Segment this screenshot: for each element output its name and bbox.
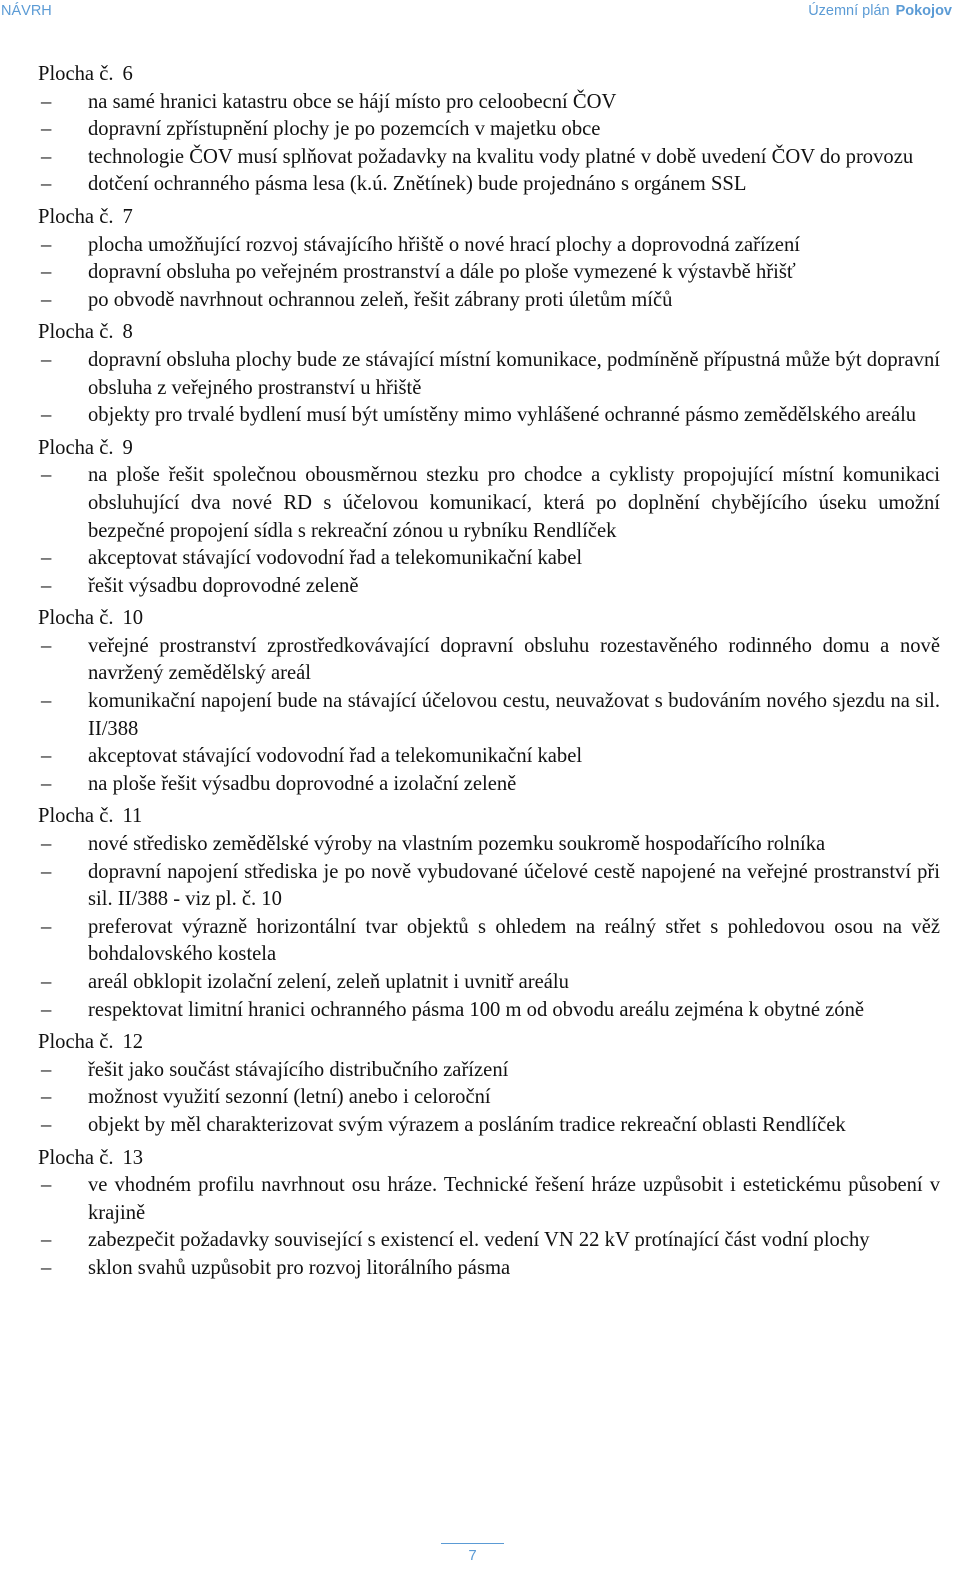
header-municipality: Pokojov [895, 3, 952, 19]
list-item-text: respektovat limitní hranici ochranného pásma 100 m od obvodu areálu zejména k obytné zóně [88, 998, 865, 1021]
plocha-heading [38, 61, 940, 89]
list-item-text: na ploše řešit společnou obousměrnou stezku pro chodce a cyklisty propojující místní komunikaci obsluhující dva nové RD s účelovou komunikací, která po doplnění chybějícího úseku umožní bezpečné propojení sídla s rekreační zónou u rybníku Rendlíček [88, 464, 940, 542]
list-item [38, 1084, 940, 1112]
dash-bullet: – [41, 772, 52, 795]
list-item-text: dopravní napojení střediska je po nově vybudované účelové cestě napojené na veřejné prostranství při sil. II/388 - viz pl. č. 10 [88, 860, 940, 911]
list-item [38, 1227, 940, 1255]
list-item [38, 287, 940, 315]
dash-bullet: – [41, 1058, 52, 1081]
list-item [38, 1255, 940, 1283]
list-item [38, 232, 940, 260]
list-item [38, 859, 940, 914]
plocha-heading [38, 803, 940, 831]
list-item-text: preferovat výrazně horizontální tvar objektů s ohledem na reálný střet s pohledovou osou na věž bohdalovského kostela [88, 915, 940, 966]
dash-bullet: – [41, 574, 52, 597]
dash-bullet: – [41, 145, 52, 168]
plocha-heading [38, 435, 940, 463]
dash-bullet: – [41, 404, 52, 427]
list-item-text: dopravní obsluha plochy bude ze stávající místní komunikace, podmíněně přípustná může být dopravní obsluha z veřejného prostranství u hřiště [88, 348, 940, 399]
requirement-list [38, 633, 940, 799]
list-item [38, 969, 940, 997]
dash-bullet: – [41, 915, 52, 938]
plocha-label: Plocha č. [38, 1146, 114, 1169]
header-doc-type: Územní plán [808, 3, 890, 19]
list-item [38, 545, 940, 573]
list-item-text: po obvodě navrhnout ochrannou zeleň, řešit zábrany proti úletům míčů [88, 288, 673, 311]
dash-bullet: – [41, 547, 52, 570]
plocha-heading [38, 1029, 940, 1057]
list-item [38, 402, 940, 430]
header-status: NÁVRH [1, 3, 52, 19]
requirement-list [38, 462, 940, 600]
list-item-text: řešit výsadbu doprovodné zeleně [88, 574, 359, 597]
dash-bullet: – [41, 998, 52, 1021]
plocha-number: 13 [122, 1146, 144, 1169]
list-item [38, 1057, 940, 1085]
list-item-text: nové středisko zemědělské výroby na vlastním pozemku soukromě hospodařícího rolníka [88, 833, 826, 856]
dash-bullet: – [41, 233, 52, 256]
list-item-text: objekty pro trvalé bydlení musí být umístěny mimo vyhlášené ochranné pásmo zemědělského areálu [88, 404, 917, 427]
list-item-text: sklon svahů uzpůsobit pro rozvoj litorálního pásma [88, 1256, 511, 1279]
plocha-number: 12 [122, 1031, 144, 1054]
plocha-section [38, 61, 940, 199]
list-item [38, 573, 940, 601]
dash-bullet: – [41, 348, 52, 371]
dash-bullet: – [41, 1256, 52, 1279]
plocha-number: 7 [122, 205, 133, 228]
requirement-list [38, 1172, 940, 1282]
list-item [38, 997, 940, 1025]
list-item [38, 1112, 940, 1140]
list-item-text: dopravní obsluha po veřejném prostranství a dále po ploše vymezené k výstavbě hřišť [88, 261, 796, 284]
requirement-list [38, 89, 940, 199]
plocha-label: Plocha č. [38, 436, 114, 459]
plocha-heading [38, 204, 940, 232]
requirement-list [38, 1057, 940, 1140]
plocha-number: 10 [122, 607, 144, 630]
requirement-list [38, 347, 940, 430]
plocha-heading [38, 605, 940, 633]
plocha-label: Plocha č. [38, 205, 114, 228]
plocha-label: Plocha č. [38, 607, 114, 630]
plocha-label: Plocha č. [38, 1031, 114, 1054]
dash-bullet: – [41, 464, 52, 487]
list-item [38, 116, 940, 144]
dash-bullet: – [41, 1086, 52, 1109]
requirement-list [38, 232, 940, 315]
list-item-text: areál obklopit izolační zelení, zeleň uplatnit i uvnitř areálu [88, 971, 569, 993]
page-header [0, 3, 960, 23]
plocha-label: Plocha č. [38, 321, 114, 344]
dash-bullet: – [41, 1229, 52, 1252]
plocha-heading [38, 1145, 940, 1173]
list-item [38, 171, 940, 199]
list-item-text: komunikační napojení bude na stávající účelovou cestu, neuvažovat s budováním nového sjezdu na sil. II/388 [88, 690, 940, 740]
dash-bullet: – [41, 690, 52, 713]
plocha-number: 8 [122, 321, 133, 344]
requirement-list [38, 831, 940, 1024]
list-item-text: objekt by měl charakterizovat svým výrazem a posláním tradice rekreační oblasti Rendlíček [88, 1113, 846, 1136]
document-body [38, 61, 940, 1283]
list-item-text: plocha umožňující rozvoj stávajícího hřiště o nové hrací plochy a doprovodná zařízení [88, 233, 800, 256]
plocha-section [38, 605, 940, 798]
dash-bullet: – [41, 261, 52, 284]
plocha-label: Plocha č. [38, 805, 114, 828]
page-number: 7 [441, 1543, 504, 1564]
plocha-number: 6 [122, 63, 133, 85]
list-item-text: možnost využití sezonní (letní) anebo i celoroční [88, 1086, 491, 1109]
list-item [38, 633, 940, 688]
list-item-text: technologie ČOV musí splňovat požadavky na kvalitu vody platné v době uvedení ČOV do provozu [88, 145, 914, 168]
list-item-text: dopravní zpřístupnění plochy je po pozemcích v majetku obce [88, 118, 601, 141]
plocha-section [38, 803, 940, 1024]
list-item-text: zabezpečit požadavky související s existencí el. vedení VN 22 kV protínající část vodní plochy [88, 1229, 870, 1252]
list-item [38, 771, 940, 799]
dash-bullet: – [41, 860, 52, 883]
dash-bullet: – [41, 288, 52, 311]
list-item-text: ve vhodném profilu navrhnout osu hráze. Technické řešení hráze uzpůsobit i estetickému působení v krajině [88, 1174, 940, 1224]
plocha-section [38, 204, 940, 314]
list-item [38, 259, 940, 287]
list-item-text: na ploše řešit výsadbu doprovodné a izolační zeleně [88, 772, 517, 795]
list-item [38, 688, 940, 743]
plocha-heading [38, 319, 940, 347]
list-item [38, 743, 940, 771]
plocha-section [38, 1145, 940, 1283]
dash-bullet: – [41, 833, 52, 856]
list-item [38, 144, 940, 172]
list-item [38, 914, 940, 969]
list-item-text: veřejné prostranství zprostředkovávající dopravní obsluhu rozestavěného rodinného domu a nově navržený zemědělský areál [88, 634, 940, 685]
dash-bullet: – [41, 118, 52, 141]
list-item [38, 1172, 940, 1227]
dash-bullet: – [41, 1174, 52, 1197]
list-item [38, 831, 940, 859]
list-item-text: řešit jako součást stávajícího distribučního zařízení [88, 1058, 509, 1081]
dash-bullet: – [41, 634, 52, 657]
dash-bullet: – [41, 90, 52, 113]
plocha-section [38, 319, 940, 429]
list-item [38, 347, 940, 402]
header-title [808, 3, 952, 19]
list-item-text: na samé hranici katastru obce se hájí místo pro celoobecní ČOV [88, 90, 617, 113]
list-item-text: akceptovat stávající vodovodní řad a telekomunikační kabel [88, 547, 583, 570]
plocha-number: 11 [122, 805, 143, 828]
dash-bullet: – [41, 971, 52, 993]
dash-bullet: – [41, 173, 52, 196]
list-item [38, 462, 940, 545]
list-item-text: dotčení ochranného pásma lesa (k.ú. Znětínek) bude projednáno s orgánem SSL [88, 173, 747, 196]
plocha-number: 9 [122, 436, 133, 459]
dash-bullet: – [41, 745, 52, 768]
dash-bullet: – [41, 1113, 52, 1136]
plocha-section [38, 1029, 940, 1139]
plocha-label: Plocha č. [38, 63, 114, 85]
plocha-section [38, 435, 940, 601]
list-item [38, 89, 940, 117]
list-item-text: akceptovat stávající vodovodní řad a telekomunikační kabel [88, 745, 583, 768]
